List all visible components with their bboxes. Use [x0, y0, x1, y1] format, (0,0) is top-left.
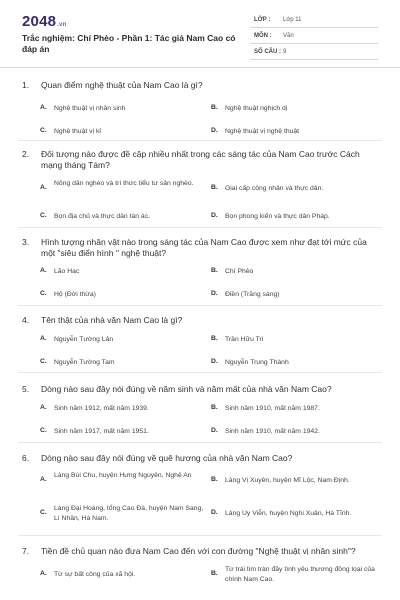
option-letter: A. [40, 476, 47, 483]
question-divider [18, 535, 382, 536]
option-letter: A. [40, 404, 47, 411]
option-letter: B. [211, 335, 218, 342]
meta-value: 9 [283, 49, 287, 55]
question-number: 1. [22, 80, 30, 90]
option-text: Nguyễn Trung Thành [225, 359, 289, 366]
option-text: Lão Hạc [54, 268, 80, 275]
page-title: Trắc nghiệm: Chí Phèo - Phần 1: Tác giả Nam Cao có đáp án [22, 33, 236, 54]
option-letter: C. [40, 509, 47, 516]
question-number: 2. [22, 149, 30, 159]
question-text: Dòng nào sau đây nói đúng về quê hương của nhà văn Nam Cao? [41, 453, 293, 463]
option-text: Bọn địa chủ và thực dân tàn ác. [54, 213, 150, 220]
option-letter: A. [40, 267, 47, 274]
question-text: Quan điểm nghệ thuật của Nam Cao là gì? [41, 80, 203, 90]
option-letter: A. [40, 570, 47, 577]
option-text: Hộ (Đời thừa) [54, 291, 96, 298]
option-text: Giai cấp công nhân và thực dân. [225, 185, 324, 192]
meta-label: SỐ CÂU : [254, 49, 281, 55]
option-text: Chí Phèo [225, 268, 254, 275]
question-divider [18, 305, 382, 306]
option-letter: C. [40, 427, 47, 434]
meta-value: Lớp 11 [283, 17, 302, 23]
question-text: Tiền đề chủ quan nào đưa Nam Cao đến với con đường "Nghệ thuật vị nhân sinh"? [41, 546, 356, 556]
question-divider [18, 442, 382, 443]
question-number: 6. [22, 453, 30, 463]
option-letter: D. [211, 212, 218, 219]
question-text: Tên thật của nhà văn Nam Cao là gì? [41, 315, 183, 325]
option-letter: B. [211, 570, 218, 577]
option-text: Làng Vị Xuyên, huyện Mĩ Lộc, Nam Định. [225, 477, 350, 484]
question-number: 5. [22, 384, 30, 394]
option-text: Sinh năm 1912, mất năm 1939. [54, 405, 149, 412]
option-text: Nghệ thuật vị nhân sinh [54, 105, 126, 112]
question-divider [18, 227, 382, 228]
meta-grade [250, 14, 378, 28]
option-text: Nghệ thuật vị nghệ thuật [225, 128, 300, 135]
option-letter: B. [211, 267, 218, 274]
question-number: 3. [22, 237, 30, 247]
question-number: 4. [22, 315, 30, 325]
option-letter: A. [40, 184, 47, 191]
meta-subject [250, 30, 378, 44]
document-header [0, 0, 400, 68]
option-letter: B. [211, 404, 218, 411]
question-divider [18, 140, 382, 141]
option-letter: A. [40, 104, 47, 111]
question-text: Hình tượng nhân vật nào trong sáng tác của Nam Cao được xem như đạt tới mức của một "siêu điển hình " nghệ thuật? [41, 237, 367, 258]
option-letter: B. [211, 184, 218, 191]
option-letter: B. [211, 476, 218, 483]
option-text: Từ sự bất công của xã hội. [54, 571, 136, 578]
option-letter: D. [211, 127, 218, 134]
meta-label: MÔN : [254, 33, 272, 39]
option-letter: D. [211, 358, 218, 365]
option-text: Nguyễn Tường Tam [54, 359, 115, 366]
option-letter: D. [211, 290, 218, 297]
site-logo[interactable] [22, 13, 66, 30]
option-text: Nghệ thuật vị kỉ [54, 128, 101, 135]
option-letter: C. [40, 212, 47, 219]
option-letter: A. [40, 335, 47, 342]
option-letter: D. [211, 509, 218, 516]
option-text: Nghệ thuật nghịch dị [225, 105, 288, 112]
question-number: 7. [22, 546, 30, 556]
option-text: Sinh năm 1917, mất năm 1951. [54, 428, 149, 435]
option-letter: C. [40, 290, 47, 297]
option-letter: D. [211, 427, 218, 434]
option-text: Trần Hữu Tri [225, 336, 264, 343]
option-text: Bọn phong kiến và thực dân Pháp. [225, 213, 330, 220]
option-text: Làng Đại Hoàng, tổng Cao Đà, huyện Nam Sang, Lí Nhân, Hà Nam. [54, 505, 204, 522]
question-text: Dòng nào sau đây nói đúng về năm sinh và năm mất của nhà văn Nam Cao? [41, 384, 332, 394]
question-text: Đối tượng nào được đề cập nhiều nhất trong các sáng tác của Nam Cao trước Cách mạng tháng Tám? [41, 149, 360, 170]
logo-suffix: .vn [57, 22, 67, 28]
option-letter: C. [40, 127, 47, 134]
option-letter: C. [40, 358, 47, 365]
option-text: Từ trái tim tràn đầy tình yêu thương đồng loại của chính Nam Cao. [225, 566, 375, 583]
option-text: Làng Uy Viễn, huyện Nghi Xuân, Hà Tĩnh. [225, 510, 352, 517]
meta-question-count [250, 46, 378, 60]
question-divider [18, 372, 382, 373]
logo-text: 2048 [22, 13, 57, 30]
meta-label: LỚP : [254, 17, 271, 23]
option-letter: B. [211, 104, 218, 111]
option-text: Nông dân nghèo và trí thức tiểu tư sản nghèo. [54, 180, 194, 187]
option-text: Nguyễn Tường Lân [54, 336, 114, 343]
option-text: Làng Bùi Chu, huyện Hưng Nguyên, Nghệ An [54, 472, 192, 479]
option-text: Điền (Trăng sáng) [225, 291, 280, 298]
option-text: Sinh năm 1910, mất năm 1987. [225, 405, 320, 412]
meta-value: Văn [283, 33, 294, 39]
option-text: Sinh năm 1910, mất năm 1942. [225, 428, 320, 435]
